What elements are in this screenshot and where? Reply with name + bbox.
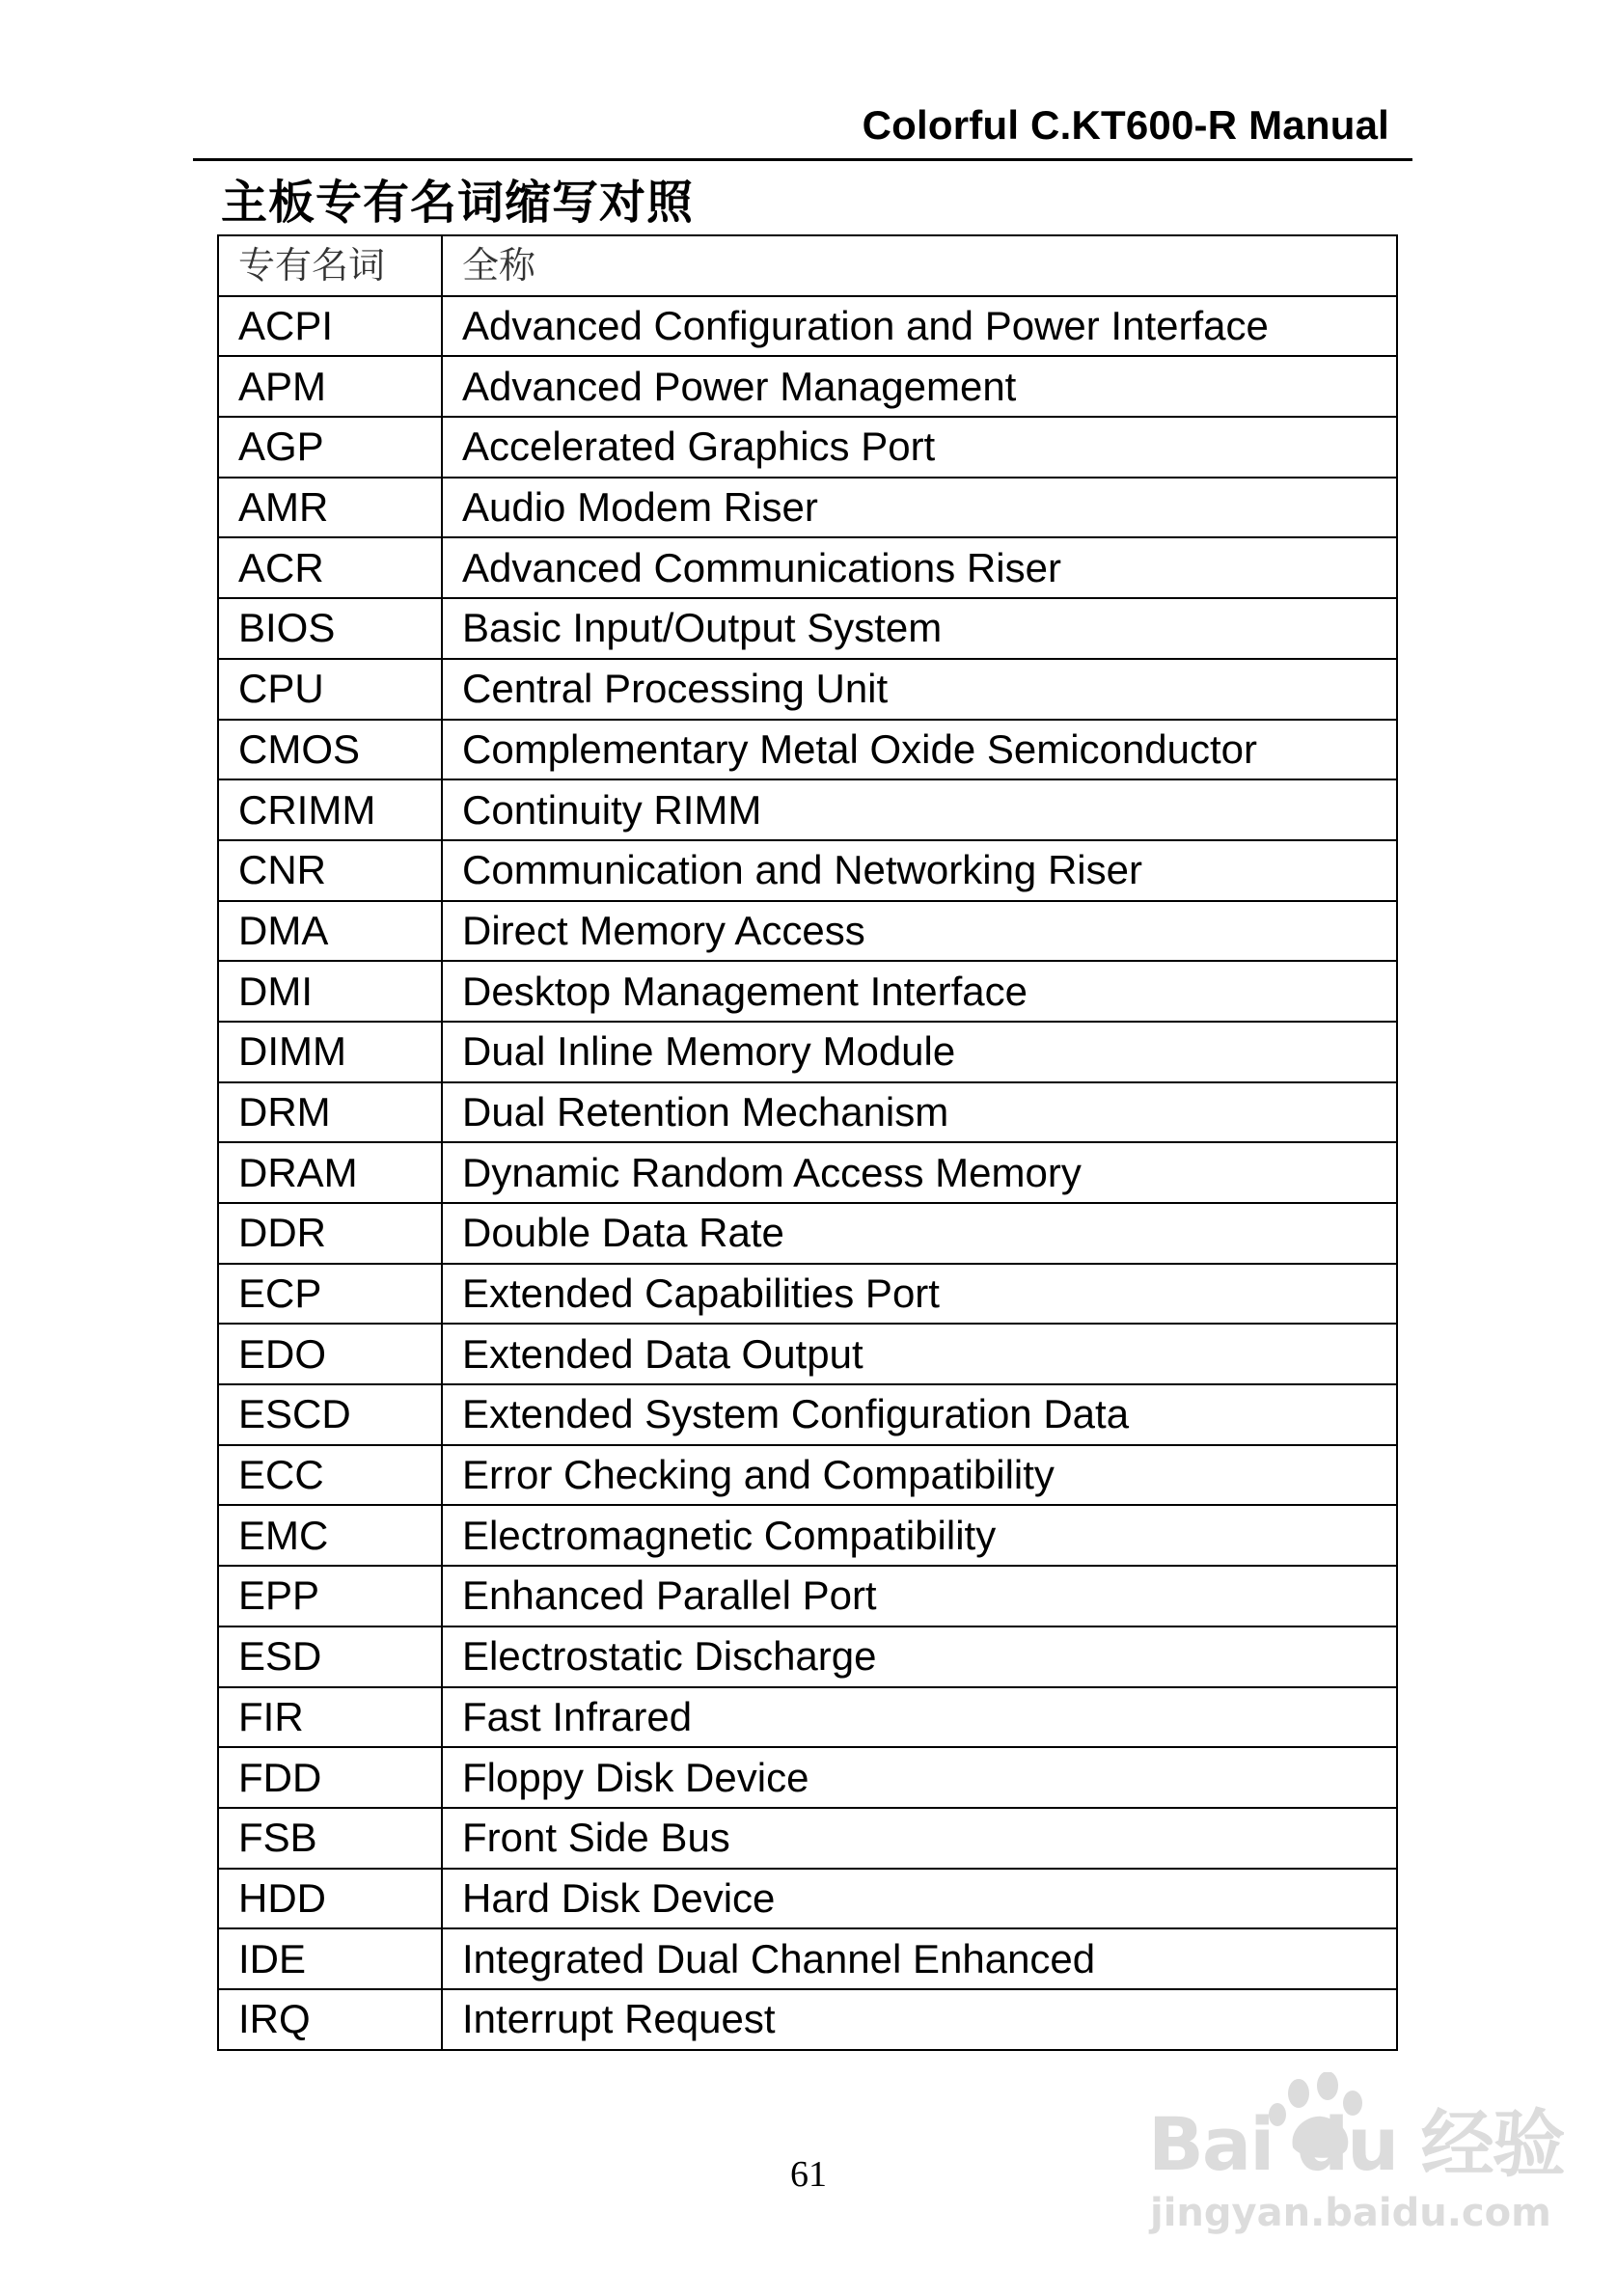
full-name-cell: Desktop Management Interface — [442, 961, 1397, 1022]
table-row — [218, 478, 1397, 538]
table-row — [218, 901, 1397, 962]
abbr-cell: AMR — [218, 478, 442, 538]
full-name-cell: Extended Data Output — [442, 1324, 1397, 1384]
watermark-brand: Bai du 经验 — [1148, 2101, 1564, 2187]
table-row — [218, 1928, 1397, 1989]
table-row — [218, 779, 1397, 840]
full-name-cell: Error Checking and Compatibility — [442, 1445, 1397, 1506]
watermark-url: jingyan.baidu.com — [1150, 2191, 1551, 2235]
table-row — [218, 1505, 1397, 1566]
full-name-cell: Floppy Disk Device — [442, 1747, 1397, 1808]
table-row — [218, 1324, 1397, 1384]
full-name-cell: Audio Modem Riser — [442, 478, 1397, 538]
full-name-cell: Direct Memory Access — [442, 901, 1397, 962]
full-name-cell: Advanced Configuration and Power Interface — [442, 296, 1397, 357]
full-name-cell: Enhanced Parallel Port — [442, 1566, 1397, 1626]
table-row — [218, 1082, 1397, 1143]
abbr-cell: ACPI — [218, 296, 442, 357]
abbr-cell: CNR — [218, 840, 442, 901]
abbr-cell: DMA — [218, 901, 442, 962]
full-name-cell: Advanced Power Management — [442, 356, 1397, 417]
full-name-cell: Electrostatic Discharge — [442, 1626, 1397, 1687]
table-body — [218, 296, 1397, 2050]
table-row — [218, 720, 1397, 780]
table-row — [218, 1566, 1397, 1626]
table-row — [218, 1808, 1397, 1869]
abbr-cell: ECP — [218, 1264, 442, 1325]
abbr-cell: EPP — [218, 1566, 442, 1626]
full-name-cell: Hard Disk Device — [442, 1869, 1397, 1929]
full-name-cell: Central Processing Unit — [442, 659, 1397, 720]
table-row — [218, 1264, 1397, 1325]
abbr-cell: ESCD — [218, 1384, 442, 1445]
page-number: 61 — [790, 2154, 827, 2195]
table-row — [218, 1989, 1397, 2050]
section-title: 主板专有名词缩写对照 — [221, 176, 695, 230]
full-name-cell: Extended System Configuration Data — [442, 1384, 1397, 1445]
header-rule — [193, 158, 1412, 161]
table-row — [218, 537, 1397, 598]
baidu-jingyan-watermark — [1148, 2072, 1564, 2246]
abbr-cell: APM — [218, 356, 442, 417]
table-row — [218, 1687, 1397, 1748]
table-header — [218, 235, 1397, 296]
column-header-full-name: 全称 — [442, 235, 1397, 296]
full-name-cell: Fast Infrared — [442, 1687, 1397, 1748]
full-name-cell: Accelerated Graphics Port — [442, 417, 1397, 478]
abbr-cell: FIR — [218, 1687, 442, 1748]
abbr-cell: ECC — [218, 1445, 442, 1506]
table-row — [218, 417, 1397, 478]
full-name-cell: Dynamic Random Access Memory — [442, 1142, 1397, 1203]
full-name-cell: Complementary Metal Oxide Semiconductor — [442, 720, 1397, 780]
abbr-cell: DRAM — [218, 1142, 442, 1203]
table-row — [218, 296, 1397, 357]
abbr-cell: DRM — [218, 1082, 442, 1143]
full-name-cell: Dual Retention Mechanism — [442, 1082, 1397, 1143]
abbr-cell: DMI — [218, 961, 442, 1022]
abbr-cell: CRIMM — [218, 779, 442, 840]
abbr-cell: CPU — [218, 659, 442, 720]
abbr-cell: EMC — [218, 1505, 442, 1566]
full-name-cell: Basic Input/Output System — [442, 598, 1397, 659]
abbr-cell: IRQ — [218, 1989, 442, 2050]
full-name-cell: Communication and Networking Riser — [442, 840, 1397, 901]
abbr-cell: BIOS — [218, 598, 442, 659]
full-name-cell: Continuity RIMM — [442, 779, 1397, 840]
full-name-cell: Electromagnetic Compatibility — [442, 1505, 1397, 1566]
abbr-cell: EDO — [218, 1324, 442, 1384]
table-row — [218, 356, 1397, 417]
abbr-cell: DDR — [218, 1203, 442, 1264]
table-row — [218, 1203, 1397, 1264]
table-row — [218, 1445, 1397, 1506]
running-header-title: Colorful C.KT600-R Manual — [862, 102, 1389, 148]
abbr-cell: DIMM — [218, 1022, 442, 1082]
full-name-cell: Extended Capabilities Port — [442, 1264, 1397, 1325]
table-row — [218, 961, 1397, 1022]
abbr-cell: CMOS — [218, 720, 442, 780]
abbr-cell: FDD — [218, 1747, 442, 1808]
table-row — [218, 1869, 1397, 1929]
abbr-cell: FSB — [218, 1808, 442, 1869]
full-name-cell: Interrupt Request — [442, 1989, 1397, 2050]
abbr-cell: AGP — [218, 417, 442, 478]
full-name-cell: Double Data Rate — [442, 1203, 1397, 1264]
abbr-cell: ACR — [218, 537, 442, 598]
table-row — [218, 1626, 1397, 1687]
table-row — [218, 1747, 1397, 1808]
full-name-cell: Dual Inline Memory Module — [442, 1022, 1397, 1082]
full-name-cell: Integrated Dual Channel Enhanced — [442, 1928, 1397, 1989]
abbreviation-table — [217, 234, 1398, 2051]
abbr-cell: ESD — [218, 1626, 442, 1687]
table-header-row — [218, 235, 1397, 296]
table-row — [218, 1384, 1397, 1445]
full-name-cell: Front Side Bus — [442, 1808, 1397, 1869]
table-row — [218, 659, 1397, 720]
table-row — [218, 1142, 1397, 1203]
column-header-abbreviation: 专有名词 — [218, 235, 442, 296]
abbr-cell: HDD — [218, 1869, 442, 1929]
table-row — [218, 598, 1397, 659]
table-row — [218, 1022, 1397, 1082]
abbr-cell: IDE — [218, 1928, 442, 1989]
table-row — [218, 840, 1397, 901]
full-name-cell: Advanced Communications Riser — [442, 537, 1397, 598]
